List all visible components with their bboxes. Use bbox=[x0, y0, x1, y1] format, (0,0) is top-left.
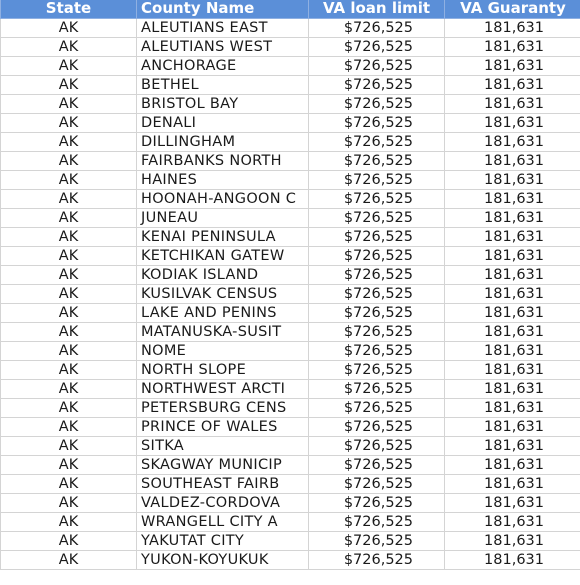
header-va-loan-limit[interactable]: VA loan limit bbox=[309, 0, 445, 19]
county-name-cell[interactable]: ANCHORAGE bbox=[137, 57, 309, 76]
county-name-cell[interactable]: YAKUTAT CITY bbox=[137, 532, 309, 551]
va-guaranty-cell[interactable]: 181,631 bbox=[445, 266, 580, 285]
va-guaranty-cell[interactable]: 181,631 bbox=[445, 19, 580, 38]
state-cell[interactable]: AK bbox=[1, 76, 137, 95]
va-loan-limit-cell[interactable]: $726,525 bbox=[309, 76, 445, 95]
table-row bbox=[1, 513, 580, 532]
table-row bbox=[1, 133, 580, 152]
table-row bbox=[1, 285, 580, 304]
table-row bbox=[1, 76, 580, 95]
va-loan-limit-cell[interactable]: $726,525 bbox=[309, 418, 445, 437]
va-guaranty-cell[interactable]: 181,631 bbox=[445, 361, 580, 380]
county-name-cell[interactable]: HAINES bbox=[137, 171, 309, 190]
va-loan-limit-cell[interactable]: $726,525 bbox=[309, 266, 445, 285]
va-loan-limit-cell[interactable]: $726,525 bbox=[309, 190, 445, 209]
state-cell[interactable]: AK bbox=[1, 171, 137, 190]
va-loan-limit-cell[interactable]: $726,525 bbox=[309, 133, 445, 152]
va-loan-limit-cell[interactable]: $726,525 bbox=[309, 171, 445, 190]
county-name-cell[interactable]: BETHEL bbox=[137, 76, 309, 95]
county-name-cell[interactable]: MATANUSKA-SUSIT bbox=[137, 323, 309, 342]
county-name-cell[interactable]: KODIAK ISLAND bbox=[137, 266, 309, 285]
state-cell[interactable]: AK bbox=[1, 494, 137, 513]
va-guaranty-cell[interactable]: 181,631 bbox=[445, 190, 580, 209]
table-body bbox=[1, 19, 580, 570]
va-loan-limit-cell[interactable]: $726,525 bbox=[309, 551, 445, 570]
table-row bbox=[1, 323, 580, 342]
table-row bbox=[1, 95, 580, 114]
va-guaranty-cell[interactable]: 181,631 bbox=[445, 551, 580, 570]
state-cell[interactable]: AK bbox=[1, 285, 137, 304]
table-row bbox=[1, 38, 580, 57]
va-guaranty-cell[interactable]: 181,631 bbox=[445, 76, 580, 95]
state-cell[interactable]: AK bbox=[1, 247, 137, 266]
va-guaranty-cell[interactable]: 181,631 bbox=[445, 133, 580, 152]
table-row bbox=[1, 380, 580, 399]
va-guaranty-cell[interactable]: 181,631 bbox=[445, 323, 580, 342]
table-row bbox=[1, 19, 580, 38]
state-cell[interactable]: AK bbox=[1, 152, 137, 171]
county-name-cell[interactable]: KUSILVAK CENSUS bbox=[137, 285, 309, 304]
county-name-cell[interactable]: NORTH SLOPE bbox=[137, 361, 309, 380]
table-row bbox=[1, 456, 580, 475]
va-guaranty-cell[interactable]: 181,631 bbox=[445, 380, 580, 399]
va-loan-limit-cell[interactable]: $726,525 bbox=[309, 285, 445, 304]
va-guaranty-cell[interactable]: 181,631 bbox=[445, 418, 580, 437]
state-cell[interactable]: AK bbox=[1, 209, 137, 228]
va-loan-limit-cell[interactable]: $726,525 bbox=[309, 19, 445, 38]
county-name-cell[interactable]: WRANGELL CITY A bbox=[137, 513, 309, 532]
va-loan-limit-cell[interactable]: $726,525 bbox=[309, 361, 445, 380]
va-guaranty-cell[interactable]: 181,631 bbox=[445, 152, 580, 171]
table-row bbox=[1, 209, 580, 228]
county-name-cell[interactable]: NORTHWEST ARCTI bbox=[137, 380, 309, 399]
state-cell[interactable]: AK bbox=[1, 513, 137, 532]
va-guaranty-cell[interactable]: 181,631 bbox=[445, 171, 580, 190]
va-loan-limit-cell[interactable]: $726,525 bbox=[309, 57, 445, 76]
county-name-cell[interactable]: HOONAH-ANGOON C bbox=[137, 190, 309, 209]
state-cell[interactable]: AK bbox=[1, 361, 137, 380]
va-guaranty-cell[interactable]: 181,631 bbox=[445, 228, 580, 247]
va-guaranty-cell[interactable]: 181,631 bbox=[445, 114, 580, 133]
va-loan-limit-cell[interactable]: $726,525 bbox=[309, 342, 445, 361]
va-loan-limit-cell[interactable]: $726,525 bbox=[309, 209, 445, 228]
state-cell[interactable]: AK bbox=[1, 133, 137, 152]
header-va-guaranty[interactable]: VA Guaranty bbox=[445, 0, 580, 19]
county-name-cell[interactable]: ALEUTIANS WEST bbox=[137, 38, 309, 57]
county-name-cell[interactable]: DILLINGHAM bbox=[137, 133, 309, 152]
table-row bbox=[1, 361, 580, 380]
va-guaranty-cell[interactable]: 181,631 bbox=[445, 475, 580, 494]
county-name-cell[interactable]: KENAI PENINSULA bbox=[137, 228, 309, 247]
table-row bbox=[1, 152, 580, 171]
va-loan-limit-cell[interactable]: $726,525 bbox=[309, 95, 445, 114]
state-cell[interactable]: AK bbox=[1, 228, 137, 247]
state-cell[interactable]: AK bbox=[1, 380, 137, 399]
va-loan-limit-cell[interactable]: $726,525 bbox=[309, 152, 445, 171]
state-cell[interactable]: AK bbox=[1, 399, 137, 418]
state-cell[interactable]: AK bbox=[1, 532, 137, 551]
state-cell[interactable]: AK bbox=[1, 437, 137, 456]
va-guaranty-cell[interactable]: 181,631 bbox=[445, 57, 580, 76]
county-name-cell[interactable]: KETCHIKAN GATEW bbox=[137, 247, 309, 266]
va-guaranty-cell[interactable]: 181,631 bbox=[445, 342, 580, 361]
header-row bbox=[1, 0, 580, 19]
state-cell[interactable]: AK bbox=[1, 266, 137, 285]
va-loan-limit-cell[interactable]: $726,525 bbox=[309, 114, 445, 133]
va-loan-limit-cell[interactable]: $726,525 bbox=[309, 247, 445, 266]
va-loan-limit-cell[interactable]: $726,525 bbox=[309, 323, 445, 342]
table-row bbox=[1, 475, 580, 494]
state-cell[interactable]: AK bbox=[1, 342, 137, 361]
state-cell[interactable]: AK bbox=[1, 418, 137, 437]
table-row bbox=[1, 247, 580, 266]
state-cell[interactable]: AK bbox=[1, 57, 137, 76]
county-name-cell[interactable]: PRINCE OF WALES bbox=[137, 418, 309, 437]
va-loan-limit-cell[interactable]: $726,525 bbox=[309, 532, 445, 551]
county-name-cell[interactable]: FAIRBANKS NORTH bbox=[137, 152, 309, 171]
va-guaranty-cell[interactable]: 181,631 bbox=[445, 285, 580, 304]
table-row bbox=[1, 171, 580, 190]
county-name-cell[interactable]: YUKON-KOYUKUK bbox=[137, 551, 309, 570]
va-guaranty-cell[interactable]: 181,631 bbox=[445, 95, 580, 114]
state-cell[interactable]: AK bbox=[1, 551, 137, 570]
state-cell[interactable]: AK bbox=[1, 456, 137, 475]
state-cell[interactable]: AK bbox=[1, 323, 137, 342]
va-guaranty-cell[interactable]: 181,631 bbox=[445, 532, 580, 551]
header-state[interactable]: State bbox=[1, 0, 137, 19]
va-loan-limit-cell[interactable]: $726,525 bbox=[309, 228, 445, 247]
va-guaranty-cell[interactable]: 181,631 bbox=[445, 209, 580, 228]
county-name-cell[interactable]: BRISTOL BAY bbox=[137, 95, 309, 114]
table-row bbox=[1, 494, 580, 513]
va-loan-limit-cell[interactable]: $726,525 bbox=[309, 437, 445, 456]
state-cell[interactable]: AK bbox=[1, 114, 137, 133]
county-name-cell[interactable]: PETERSBURG CENS bbox=[137, 399, 309, 418]
va-guaranty-cell[interactable]: 181,631 bbox=[445, 456, 580, 475]
table-row bbox=[1, 228, 580, 247]
state-cell[interactable]: AK bbox=[1, 304, 137, 323]
header-county-name[interactable]: County Name bbox=[137, 0, 309, 19]
state-cell[interactable]: AK bbox=[1, 38, 137, 57]
va-loan-limit-cell[interactable]: $726,525 bbox=[309, 399, 445, 418]
va-guaranty-cell[interactable]: 181,631 bbox=[445, 494, 580, 513]
va-loan-limit-cell[interactable]: $726,525 bbox=[309, 304, 445, 323]
state-cell[interactable]: AK bbox=[1, 19, 137, 38]
table-row bbox=[1, 57, 580, 76]
county-name-cell[interactable]: ALEUTIANS EAST bbox=[137, 19, 309, 38]
table-row bbox=[1, 532, 580, 551]
va-loan-limit-cell[interactable]: $726,525 bbox=[309, 475, 445, 494]
state-cell[interactable]: AK bbox=[1, 95, 137, 114]
va-guaranty-cell[interactable]: 181,631 bbox=[445, 513, 580, 532]
county-name-cell[interactable]: LAKE AND PENINS bbox=[137, 304, 309, 323]
table-row bbox=[1, 399, 580, 418]
county-name-cell[interactable]: JUNEAU bbox=[137, 209, 309, 228]
va-guaranty-cell[interactable]: 181,631 bbox=[445, 38, 580, 57]
state-cell[interactable]: AK bbox=[1, 475, 137, 494]
table-row bbox=[1, 418, 580, 437]
state-cell[interactable]: AK bbox=[1, 190, 137, 209]
table-row bbox=[1, 437, 580, 456]
table-row bbox=[1, 342, 580, 361]
table-row bbox=[1, 190, 580, 209]
table-row bbox=[1, 266, 580, 285]
county-name-cell[interactable]: VALDEZ-CORDOVA bbox=[137, 494, 309, 513]
county-name-cell[interactable]: SOUTHEAST FAIRB bbox=[137, 475, 309, 494]
va-guaranty-cell[interactable]: 181,631 bbox=[445, 304, 580, 323]
va-loan-limit-cell[interactable]: $726,525 bbox=[309, 456, 445, 475]
va-loan-limit-cell[interactable]: $726,525 bbox=[309, 380, 445, 399]
va-guaranty-cell[interactable]: 181,631 bbox=[445, 247, 580, 266]
county-name-cell[interactable]: DENALI bbox=[137, 114, 309, 133]
va-guaranty-cell[interactable]: 181,631 bbox=[445, 399, 580, 418]
table-row bbox=[1, 551, 580, 570]
va-guaranty-cell[interactable]: 181,631 bbox=[445, 437, 580, 456]
va-loan-limit-cell[interactable]: $726,525 bbox=[309, 38, 445, 57]
va-loan-limit-cell[interactable]: $726,525 bbox=[309, 494, 445, 513]
county-name-cell[interactable]: SITKA bbox=[137, 437, 309, 456]
table-header bbox=[1, 0, 580, 19]
table-row bbox=[1, 304, 580, 323]
table-row bbox=[1, 114, 580, 133]
county-name-cell[interactable]: NOME bbox=[137, 342, 309, 361]
county-name-cell[interactable]: SKAGWAY MUNICIP bbox=[137, 456, 309, 475]
va-loan-limit-cell[interactable]: $726,525 bbox=[309, 513, 445, 532]
